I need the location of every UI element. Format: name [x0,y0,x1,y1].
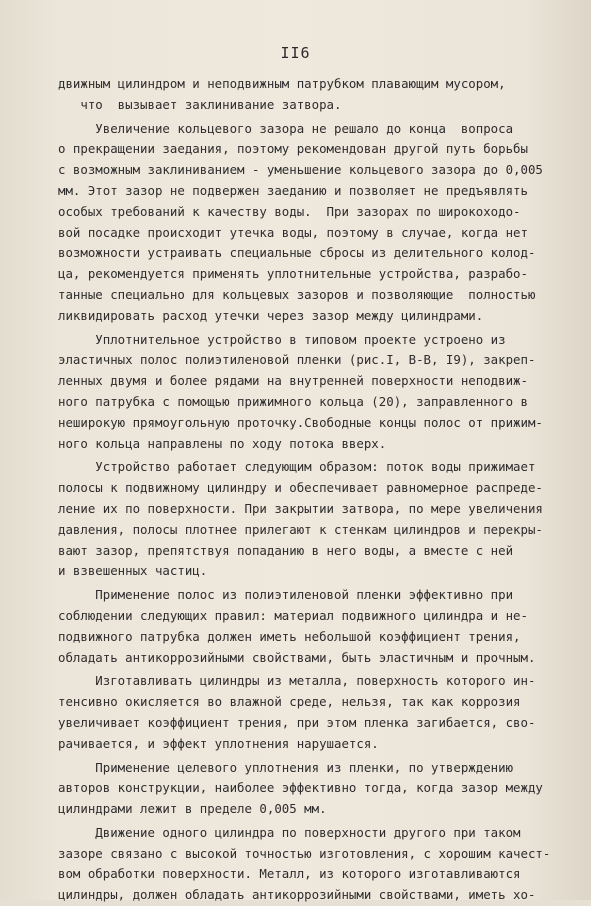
paragraph [58,119,573,327]
text-line: и взвешенных частиц. [58,563,208,579]
text-line: танные специально для кольцевых зазоров и позволяющие полностью [58,286,536,302]
text-line: Движение одного цилиндра по поверхности другого при таком [58,824,521,840]
text-line: цилиндры, должен обладать антикоррозийными свойствами, иметь хо- [58,887,536,903]
text-line: обладать антикоррозийными свойствами, быть эластичным и прочным. [58,649,536,665]
text-line: полосы к подвижному цилиндру и обеспечивает равномерное распреде- [58,480,543,496]
text-line: движным цилиндром и неподвижным патрубком плавающим мусором, [58,76,506,91]
text-line: эластичных полос полиэтиленовой пленки (рис.I, В-В, I9), закреп- [58,352,536,368]
text-line: зазоре связано с высокой точностью изготовления, с хорошим качест- [58,845,551,861]
paragraph [58,330,573,455]
text-line: ленных двумя и более рядами на внутренней поверхности неподвиж- [58,373,528,389]
paragraph [58,74,573,116]
paragraph [58,823,573,906]
text-line: ного патрубка с помощью прижимного кольца (20), заправленного в [58,393,528,409]
text-line: Изготавливать цилиндры из металла, поверхность которого ин- [58,673,536,689]
paragraph [58,457,573,582]
text-line: подвижного патрубка должен иметь небольшой коэффициент трения, [58,628,521,644]
text-line: тенсивно окисляется во влажной среде, нельзя, так как коррозия [58,694,521,710]
text-line: Увеличение кольцевого зазора не решало до конца вопроса [58,120,514,136]
text-line: ление их по поверхности. При закрытии затвора, по мере увеличения [58,500,543,516]
text-line: особых требований к качеству воды. При зазорах по широкоходо- [58,203,521,219]
text-line: неширокую прямоугольную проточку.Свободные концы полос от прижим- [58,414,543,430]
text-line: соблюдении следующих правил: материал подвижного цилиндра и не- [58,607,528,623]
text-line: давления, полосы плотнее прилегают к стенкам цилиндров и перекры- [58,521,543,537]
paragraph [58,758,573,820]
text-line: возможности устраивать специальные сбросы из делительного колод- [58,245,536,261]
text-line: вой посадке происходит утечка воды, поэтому в случае, когда нет [58,224,528,240]
text-line: о прекращении заедания, поэтому рекомендован другой путь борьбы [58,141,528,157]
page-number: II6 [280,44,311,62]
text-line: рачивается, и эффект уплотнения нарушается. [58,735,379,751]
text-line: ного кольца направлены по ходу потока вверх. [58,435,387,451]
text-line: авторов конструкции, наиболее эффективно тогда, когда зазор между [58,780,543,796]
text-line: цилиндрами лежит в пределе 0,005 мм. [58,801,327,817]
text-line: ца, рекомендуется применять уплотнительные устройства, разрабо- [58,266,528,282]
text-line: увеличивает коэффициент трения, при этом пленка загибается, сво- [58,714,536,730]
text-line: Уплотнительное устройство в типовом проекте устроено из [58,331,506,347]
text-line: вают зазор, препятствуя попаданию в него воды, а вместе с ней [58,542,514,558]
text-line: что вызывает заклинивание затвора. [58,96,342,112]
document-body [58,74,573,906]
text-line: Применение полос из полиэтиленовой пленки эффективно при [58,587,514,603]
text-line: мм. Этот зазор не подвержен заеданию и позволяет не предъявлять [58,182,528,198]
text-line: ликвидировать расход утечки через зазор между цилиндрами. [58,307,484,323]
text-line: вом обработки поверхности. Металл, из которого изготавливаются [58,866,521,882]
paragraph [58,585,573,668]
paragraph [58,671,573,754]
text-line: Применение целевого уплотнения из пленки, по утверждению [58,759,514,775]
text-line: с возможным заклиниванием - уменьшение кольцевого зазора до 0,005 [58,162,543,178]
text-line: Устройство работает следующим образом: поток воды прижимает [58,459,536,475]
